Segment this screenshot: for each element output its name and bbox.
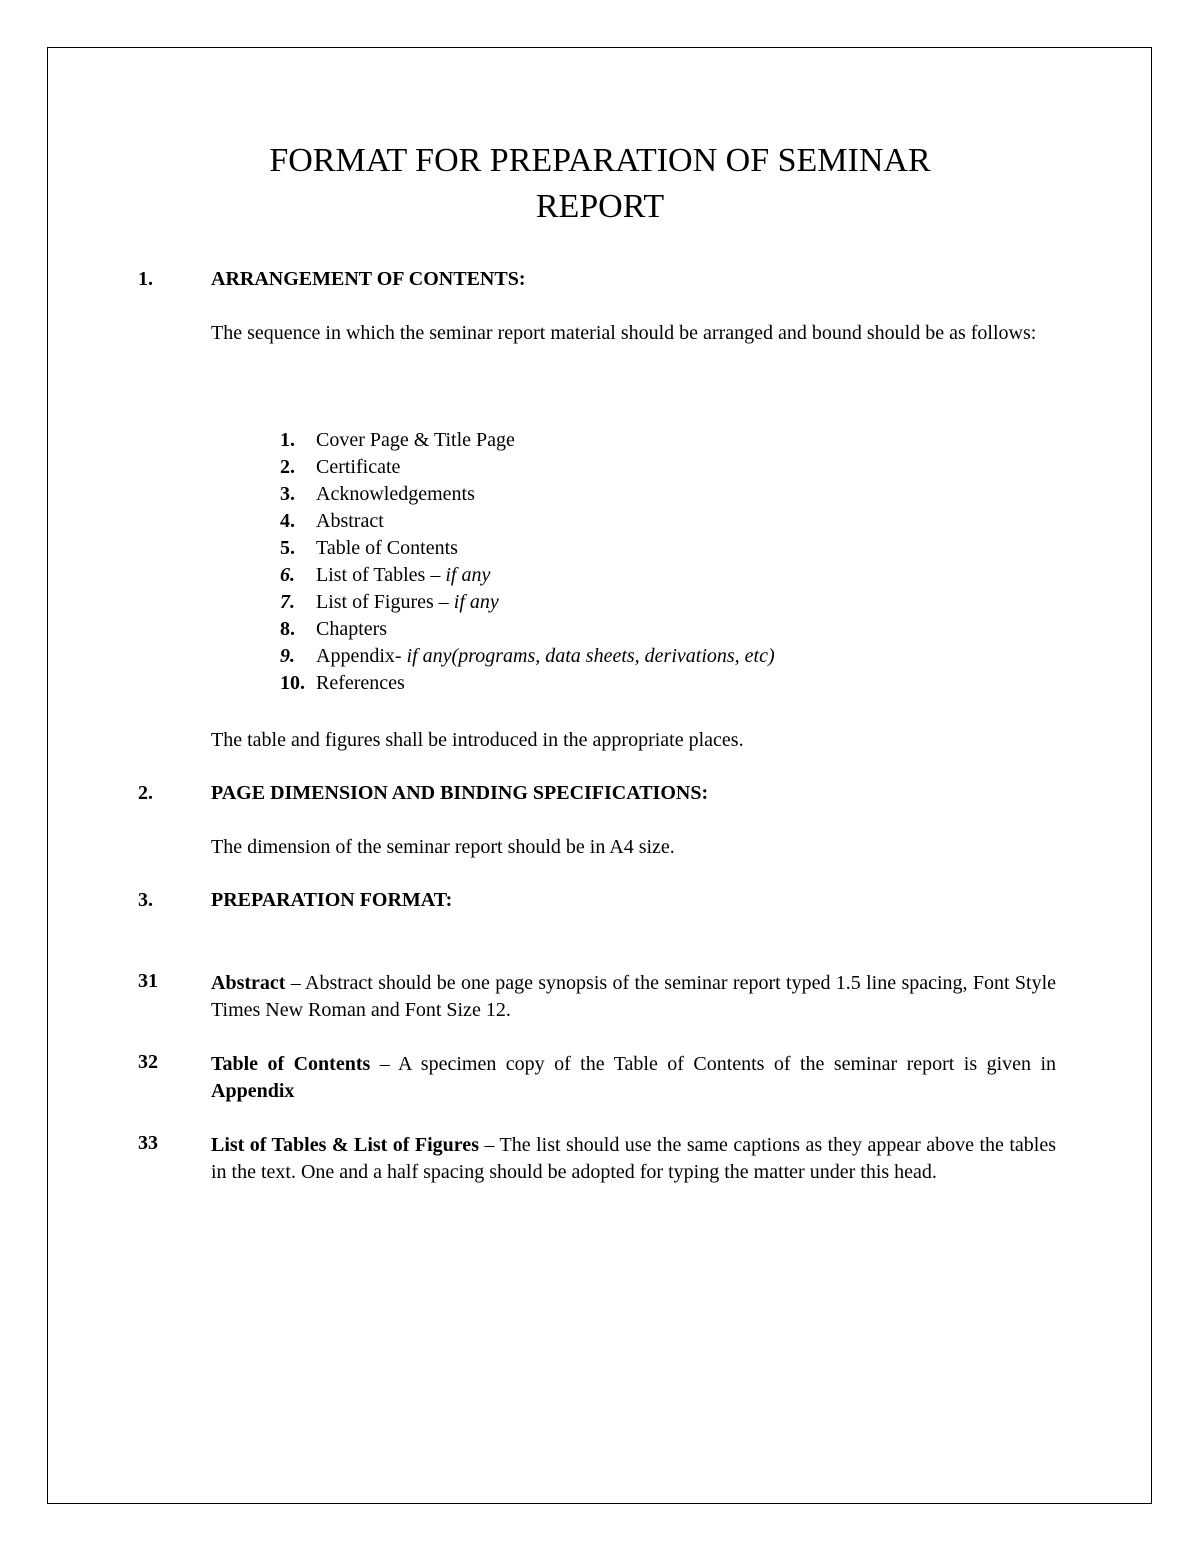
list-item bbox=[280, 454, 775, 481]
list-item-number: 6. bbox=[280, 564, 295, 586]
list-item-label: Certificate bbox=[316, 456, 401, 478]
subsection-text: – The list should use the same captions as they appear above the tables in the text. One and a half spacing should be adopted for typing the matter under this head. bbox=[211, 1134, 1057, 1183]
section-2-text: The dimension of the seminar report should be in A4 size. bbox=[211, 836, 675, 858]
title-line-1: FORMAT FOR PREPARATION OF SEMINAR bbox=[269, 142, 931, 179]
section-1-number: 1. bbox=[138, 268, 153, 290]
list-item-label: Chapters bbox=[316, 618, 388, 640]
list-item-label: Cover Page & Title Page bbox=[316, 429, 515, 451]
list-item-note: if any bbox=[453, 591, 499, 613]
list-item-label: Abstract bbox=[316, 510, 384, 532]
title-line-2: REPORT bbox=[535, 188, 665, 225]
subsection-number: 31 bbox=[138, 970, 158, 992]
list-item-label: References bbox=[316, 672, 405, 694]
list-item bbox=[280, 535, 775, 562]
section-1-intro: The sequence in which the seminar report material should be arranged and bound should be as follows: bbox=[211, 322, 1037, 344]
list-item-number: 9. bbox=[280, 645, 295, 667]
list-item-number: 2. bbox=[280, 456, 295, 478]
list-item bbox=[280, 616, 775, 643]
section-3-heading: PREPARATION FORMAT: bbox=[211, 889, 453, 911]
subsection-table-of-contents bbox=[211, 1051, 1056, 1105]
subsection-abstract bbox=[211, 970, 1056, 1024]
list-item-number: 3. bbox=[280, 483, 295, 505]
list-item-number: 10. bbox=[280, 672, 305, 694]
list-item-label: Table of Contents bbox=[316, 537, 458, 559]
subsection-text: – Abstract should be one page synopsis of the seminar report typed 1.5 line spacing, Font Style Times New Roman and Font Size 12. bbox=[211, 972, 1056, 1021]
list-item-note: if any bbox=[445, 564, 491, 586]
list-item bbox=[280, 481, 775, 508]
list-item-label: Appendix- bbox=[316, 645, 407, 667]
list-item-label: List of Figures – bbox=[316, 591, 454, 613]
subsection-term: Table of Contents bbox=[211, 1053, 371, 1075]
list-item bbox=[280, 508, 775, 535]
section-3-number: 3. bbox=[138, 889, 153, 911]
list-item-number: 8. bbox=[280, 618, 295, 640]
section-1-heading: ARRANGEMENT OF CONTENTS: bbox=[211, 268, 526, 290]
page-border bbox=[47, 47, 1152, 1504]
subsection-term: Abstract bbox=[211, 972, 286, 994]
list-item-number: 1. bbox=[280, 429, 295, 451]
page-title bbox=[0, 138, 1200, 230]
subsection-number: 33 bbox=[138, 1132, 158, 1154]
subsection-text: – A specimen copy of the Table of Contents of the seminar report is given in bbox=[370, 1053, 1057, 1075]
list-item-note: if any(programs, data sheets, derivations, etc) bbox=[406, 645, 775, 667]
list-item-number: 4. bbox=[280, 510, 295, 532]
subsection-term: List of Tables & List of Figures bbox=[211, 1134, 479, 1156]
list-item bbox=[280, 562, 775, 589]
list-item-label: List of Tables – bbox=[316, 564, 446, 586]
section-2-number: 2. bbox=[138, 782, 153, 804]
section-1-closing: The table and figures shall be introduced in the appropriate places. bbox=[211, 729, 744, 751]
section-2-heading: PAGE DIMENSION AND BINDING SPECIFICATIONS: bbox=[211, 782, 709, 804]
list-item bbox=[280, 589, 775, 616]
contents-list bbox=[280, 427, 775, 697]
list-item-number: 5. bbox=[280, 537, 295, 559]
list-item-label: Acknowledgements bbox=[316, 483, 475, 505]
list-item bbox=[280, 670, 775, 697]
subsection-number: 32 bbox=[138, 1051, 158, 1073]
list-item bbox=[280, 427, 775, 454]
list-item-number: 7. bbox=[280, 591, 295, 613]
subsection-list-of-tables bbox=[211, 1132, 1056, 1186]
appendix-reference: Appendix bbox=[211, 1080, 295, 1102]
list-item bbox=[280, 643, 775, 670]
